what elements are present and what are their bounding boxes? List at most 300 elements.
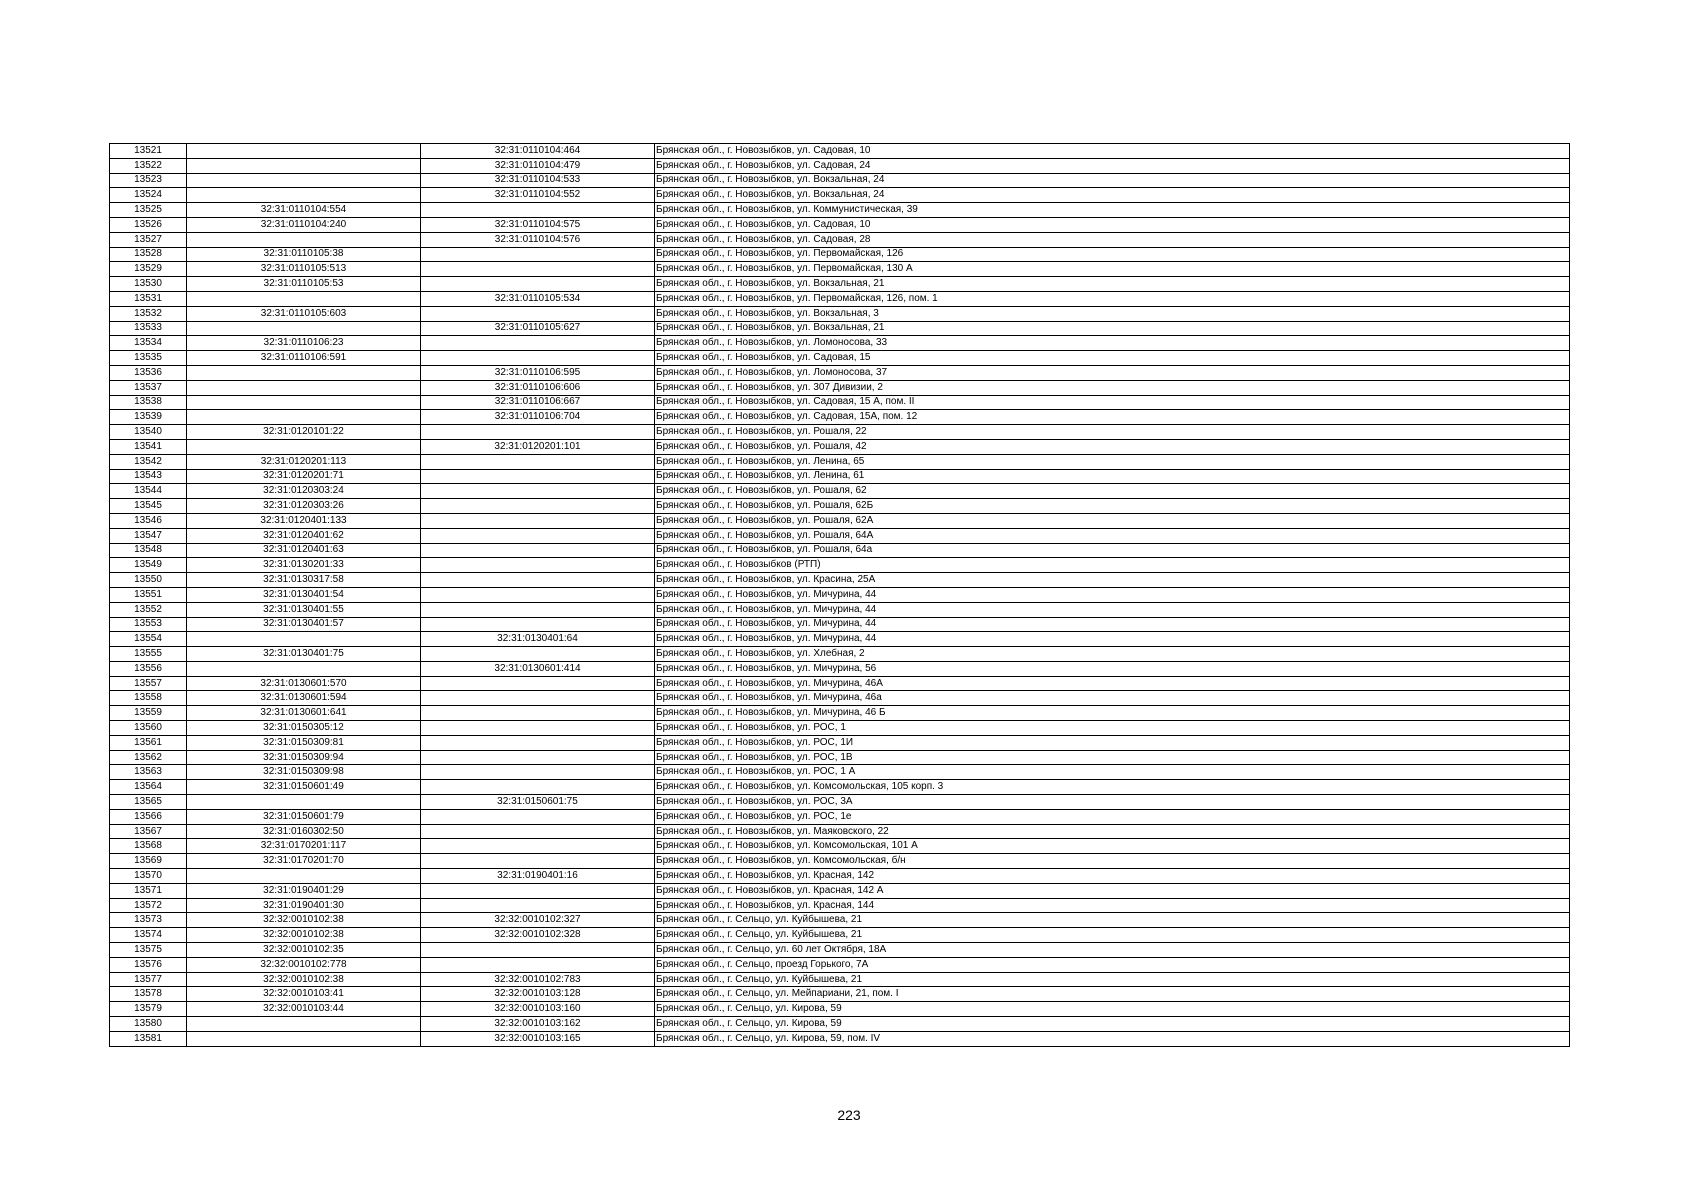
cell-cadastral-number-land: 32:31:0130601:641 bbox=[187, 706, 421, 721]
table-row bbox=[110, 1031, 1570, 1046]
cell-record-number: 13529 bbox=[110, 262, 187, 277]
cell-address: Брянская обл., г. Новозыбков, ул. РОС, 1И bbox=[655, 735, 1570, 750]
cell-record-number: 13541 bbox=[110, 439, 187, 454]
table-row bbox=[110, 144, 1570, 159]
cell-address: Брянская обл., г. Новозыбков, ул. РОС, 1В bbox=[655, 750, 1570, 765]
cell-cadastral-number-object: 32:32:0010103:160 bbox=[421, 1002, 655, 1017]
cell-address: Брянская обл., г. Новозыбков, ул. Садовая, 10 bbox=[655, 144, 1570, 159]
cell-cadastral-number-object bbox=[421, 543, 655, 558]
cell-cadastral-number-land bbox=[187, 795, 421, 810]
cell-cadastral-number-land: 32:32:0010102:778 bbox=[187, 957, 421, 972]
cell-cadastral-number-object: 32:31:0110104:552 bbox=[421, 188, 655, 203]
table-row bbox=[110, 558, 1570, 573]
cell-cadastral-number-object bbox=[421, 454, 655, 469]
table-row bbox=[110, 484, 1570, 499]
cell-record-number: 13555 bbox=[110, 647, 187, 662]
cell-record-number: 13552 bbox=[110, 602, 187, 617]
cell-cadastral-number-object bbox=[421, 809, 655, 824]
cell-address: Брянская обл., г. Новозыбков, ул. Рошаля, 62А bbox=[655, 513, 1570, 528]
cell-cadastral-number-land: 32:31:0120401:62 bbox=[187, 528, 421, 543]
cell-record-number: 13581 bbox=[110, 1031, 187, 1046]
cell-address: Брянская обл., г. Новозыбков, ул. Комсомольская, 101 А bbox=[655, 839, 1570, 854]
cell-cadastral-number-object bbox=[421, 573, 655, 588]
cell-cadastral-number-land: 32:31:0120303:24 bbox=[187, 484, 421, 499]
cell-address: Брянская обл., г. Новозыбков, ул. Садовая, 15А, пом. 12 bbox=[655, 410, 1570, 425]
cell-record-number: 13530 bbox=[110, 277, 187, 292]
table-row bbox=[110, 750, 1570, 765]
cell-cadastral-number-land: 32:31:0110105:513 bbox=[187, 262, 421, 277]
table-row bbox=[110, 676, 1570, 691]
cell-address: Брянская обл., г. Новозыбков, ул. Первомайская, 130 А bbox=[655, 262, 1570, 277]
table-row bbox=[110, 513, 1570, 528]
page-number: 223 bbox=[837, 1107, 861, 1123]
cell-cadastral-number-land: 32:31:0120401:63 bbox=[187, 543, 421, 558]
cell-cadastral-number-object bbox=[421, 262, 655, 277]
table-row bbox=[110, 1017, 1570, 1032]
cell-cadastral-number-land: 32:31:0150601:49 bbox=[187, 780, 421, 795]
cell-record-number: 13554 bbox=[110, 632, 187, 647]
cell-record-number: 13532 bbox=[110, 306, 187, 321]
cell-address: Брянская обл., г. Новозыбков, ул. Мичурина, 46А bbox=[655, 676, 1570, 691]
table-row bbox=[110, 395, 1570, 410]
cell-cadastral-number-object bbox=[421, 203, 655, 218]
cell-record-number: 13575 bbox=[110, 943, 187, 958]
cell-address: Брянская обл., г. Новозыбков, ул. Садовая, 15 bbox=[655, 351, 1570, 366]
cell-cadastral-number-object: 32:31:0130601:414 bbox=[421, 661, 655, 676]
cell-cadastral-number-object: 32:31:0110106:606 bbox=[421, 380, 655, 395]
table-row bbox=[110, 928, 1570, 943]
table-row bbox=[110, 854, 1570, 869]
table-row bbox=[110, 425, 1570, 440]
cell-address: Брянская обл., г. Новозыбков, ул. Ленина, 61 bbox=[655, 469, 1570, 484]
cell-cadastral-number-object: 32:31:0110104:575 bbox=[421, 217, 655, 232]
cell-record-number: 13573 bbox=[110, 913, 187, 928]
cell-cadastral-number-land: 32:31:0120401:133 bbox=[187, 513, 421, 528]
cell-address: Брянская обл., г. Новозыбков, ул. Красная, 142 А bbox=[655, 883, 1570, 898]
table-row bbox=[110, 780, 1570, 795]
cell-cadastral-number-object: 32:31:0130401:64 bbox=[421, 632, 655, 647]
cell-record-number: 13523 bbox=[110, 173, 187, 188]
cell-cadastral-number-land: 32:32:0010103:41 bbox=[187, 987, 421, 1002]
cell-cadastral-number-land: 32:31:0130401:75 bbox=[187, 647, 421, 662]
cell-record-number: 13538 bbox=[110, 395, 187, 410]
cell-record-number: 13535 bbox=[110, 351, 187, 366]
cell-record-number: 13537 bbox=[110, 380, 187, 395]
cell-cadastral-number-land: 32:31:0130601:570 bbox=[187, 676, 421, 691]
cell-address: Брянская обл., г. Сельцо, ул. Куйбышева, 21 bbox=[655, 928, 1570, 943]
cell-record-number: 13561 bbox=[110, 735, 187, 750]
cell-cadastral-number-object: 32:31:0110105:534 bbox=[421, 291, 655, 306]
cell-cadastral-number-object: 32:32:0010102:327 bbox=[421, 913, 655, 928]
cell-cadastral-number-object: 32:31:0110104:533 bbox=[421, 173, 655, 188]
cell-record-number: 13571 bbox=[110, 883, 187, 898]
cell-cadastral-number-land: 32:31:0130401:57 bbox=[187, 617, 421, 632]
cell-cadastral-number-land bbox=[187, 439, 421, 454]
cell-address: Брянская обл., г. Новозыбков, ул. Садовая, 10 bbox=[655, 217, 1570, 232]
cell-record-number: 13564 bbox=[110, 780, 187, 795]
cell-address: Брянская обл., г. Новозыбков (РТП) bbox=[655, 558, 1570, 573]
cell-record-number: 13569 bbox=[110, 854, 187, 869]
table-row bbox=[110, 365, 1570, 380]
cell-record-number: 13528 bbox=[110, 247, 187, 262]
cell-address: Брянская обл., г. Сельцо, ул. Куйбышева, 21 bbox=[655, 913, 1570, 928]
cell-address: Брянская обл., г. Новозыбков, ул. Ленина, 65 bbox=[655, 454, 1570, 469]
cell-cadastral-number-land bbox=[187, 395, 421, 410]
cell-cadastral-number-object bbox=[421, 854, 655, 869]
cell-cadastral-number-object bbox=[421, 943, 655, 958]
table-row bbox=[110, 188, 1570, 203]
cell-record-number: 13543 bbox=[110, 469, 187, 484]
cell-record-number: 13547 bbox=[110, 528, 187, 543]
cell-cadastral-number-object bbox=[421, 469, 655, 484]
cell-record-number: 13570 bbox=[110, 869, 187, 884]
cell-address: Брянская обл., г. Новозыбков, ул. Красина, 25А bbox=[655, 573, 1570, 588]
cell-cadastral-number-object bbox=[421, 957, 655, 972]
cell-cadastral-number-object: 32:31:0110104:479 bbox=[421, 158, 655, 173]
cell-address: Брянская обл., г. Новозыбков, ул. Красная, 142 bbox=[655, 869, 1570, 884]
cell-cadastral-number-object: 32:31:0110104:464 bbox=[421, 144, 655, 159]
cell-cadastral-number-object bbox=[421, 839, 655, 854]
cell-cadastral-number-land bbox=[187, 188, 421, 203]
cell-address: Брянская обл., г. Новозыбков, ул. Ломоносова, 37 bbox=[655, 365, 1570, 380]
cell-cadastral-number-object bbox=[421, 602, 655, 617]
cell-cadastral-number-object: 32:31:0110106:667 bbox=[421, 395, 655, 410]
cell-cadastral-number-object bbox=[421, 676, 655, 691]
cell-record-number: 13568 bbox=[110, 839, 187, 854]
cell-record-number: 13562 bbox=[110, 750, 187, 765]
cell-cadastral-number-object: 32:31:0110106:704 bbox=[421, 410, 655, 425]
table-row bbox=[110, 706, 1570, 721]
table-row bbox=[110, 824, 1570, 839]
table-row bbox=[110, 306, 1570, 321]
table-row bbox=[110, 691, 1570, 706]
cell-cadastral-number-land: 32:31:0150305:12 bbox=[187, 721, 421, 736]
cell-record-number: 13551 bbox=[110, 587, 187, 602]
cell-record-number: 13549 bbox=[110, 558, 187, 573]
cell-cadastral-number-object: 32:32:0010103:128 bbox=[421, 987, 655, 1002]
cell-address: Брянская обл., г. Новозыбков, ул. Рошаля, 64А bbox=[655, 528, 1570, 543]
cell-cadastral-number-land: 32:32:0010102:38 bbox=[187, 972, 421, 987]
cell-cadastral-number-land bbox=[187, 144, 421, 159]
cell-cadastral-number-object bbox=[421, 721, 655, 736]
cell-cadastral-number-land: 32:31:0170201:117 bbox=[187, 839, 421, 854]
table-row bbox=[110, 809, 1570, 824]
cell-cadastral-number-land: 32:32:0010103:44 bbox=[187, 1002, 421, 1017]
cell-address: Брянская обл., г. Сельцо, ул. Кирова, 59 bbox=[655, 1017, 1570, 1032]
cell-record-number: 13548 bbox=[110, 543, 187, 558]
cell-record-number: 13544 bbox=[110, 484, 187, 499]
cell-record-number: 13576 bbox=[110, 957, 187, 972]
cell-cadastral-number-object bbox=[421, 425, 655, 440]
cell-cadastral-number-land bbox=[187, 321, 421, 336]
cell-address: Брянская обл., г. Сельцо, ул. 60 лет Октября, 18А bbox=[655, 943, 1570, 958]
cell-address: Брянская обл., г. Новозыбков, ул. Рошаля, 62Б bbox=[655, 499, 1570, 514]
cell-cadastral-number-object: 32:31:0110105:627 bbox=[421, 321, 655, 336]
table-row bbox=[110, 647, 1570, 662]
cell-record-number: 13577 bbox=[110, 972, 187, 987]
cell-record-number: 13524 bbox=[110, 188, 187, 203]
cell-cadastral-number-object bbox=[421, 735, 655, 750]
cell-cadastral-number-object: 32:32:0010102:328 bbox=[421, 928, 655, 943]
cell-cadastral-number-land bbox=[187, 869, 421, 884]
table-row bbox=[110, 602, 1570, 617]
cell-record-number: 13565 bbox=[110, 795, 187, 810]
cell-record-number: 13526 bbox=[110, 217, 187, 232]
cell-cadastral-number-land: 32:31:0160302:50 bbox=[187, 824, 421, 839]
table-row bbox=[110, 247, 1570, 262]
cell-cadastral-number-land bbox=[187, 1031, 421, 1046]
cell-record-number: 13546 bbox=[110, 513, 187, 528]
cell-address: Брянская обл., г. Новозыбков, ул. Вокзальная, 24 bbox=[655, 173, 1570, 188]
cell-record-number: 13553 bbox=[110, 617, 187, 632]
cell-cadastral-number-object: 32:32:0010102:783 bbox=[421, 972, 655, 987]
cell-cadastral-number-object bbox=[421, 824, 655, 839]
cell-record-number: 13563 bbox=[110, 765, 187, 780]
cell-cadastral-number-object bbox=[421, 587, 655, 602]
cell-address: Брянская обл., г. Новозыбков, ул. Ломоносова, 33 bbox=[655, 336, 1570, 351]
cell-address: Брянская обл., г. Новозыбков, ул. Мичурина, 44 bbox=[655, 632, 1570, 647]
cell-cadastral-number-land: 32:32:0010102:38 bbox=[187, 928, 421, 943]
cell-record-number: 13556 bbox=[110, 661, 187, 676]
cell-cadastral-number-land bbox=[187, 291, 421, 306]
table-row bbox=[110, 439, 1570, 454]
cell-record-number: 13574 bbox=[110, 928, 187, 943]
cell-record-number: 13522 bbox=[110, 158, 187, 173]
table-row bbox=[110, 1002, 1570, 1017]
cell-cadastral-number-land: 32:31:0110105:53 bbox=[187, 277, 421, 292]
cell-record-number: 13540 bbox=[110, 425, 187, 440]
table-row bbox=[110, 410, 1570, 425]
table-row bbox=[110, 795, 1570, 810]
cell-cadastral-number-land bbox=[187, 380, 421, 395]
cell-cadastral-number-land: 32:31:0190401:30 bbox=[187, 898, 421, 913]
cell-address: Брянская обл., г. Новозыбков, ул. Садовая, 28 bbox=[655, 232, 1570, 247]
cell-record-number: 13545 bbox=[110, 499, 187, 514]
table-row bbox=[110, 721, 1570, 736]
table-row bbox=[110, 321, 1570, 336]
cell-address: Брянская обл., г. Новозыбков, ул. Вокзальная, 21 bbox=[655, 277, 1570, 292]
cell-address: Брянская обл., г. Новозыбков, ул. РОС, 1 bbox=[655, 721, 1570, 736]
cell-address: Брянская обл., г. Новозыбков, ул. Комсомольская, 105 корп. 3 bbox=[655, 780, 1570, 795]
cell-address: Брянская обл., г. Новозыбков, ул. Мичурина, 46а bbox=[655, 691, 1570, 706]
cell-cadastral-number-land bbox=[187, 632, 421, 647]
cell-cadastral-number-object bbox=[421, 780, 655, 795]
cell-address: Брянская обл., г. Новозыбков, ул. Комсомольская, б/н bbox=[655, 854, 1570, 869]
cell-cadastral-number-land bbox=[187, 661, 421, 676]
cell-cadastral-number-object bbox=[421, 765, 655, 780]
cell-address: Брянская обл., г. Новозыбков, ул. Красная, 144 bbox=[655, 898, 1570, 913]
table-row bbox=[110, 987, 1570, 1002]
table-row bbox=[110, 380, 1570, 395]
cell-cadastral-number-object bbox=[421, 484, 655, 499]
cell-cadastral-number-land: 32:32:0010102:38 bbox=[187, 913, 421, 928]
cell-cadastral-number-land: 32:31:0130401:54 bbox=[187, 587, 421, 602]
cell-address: Брянская обл., г. Новозыбков, ул. Мичурина, 44 bbox=[655, 617, 1570, 632]
table-row bbox=[110, 158, 1570, 173]
cell-cadastral-number-object bbox=[421, 706, 655, 721]
cell-cadastral-number-object bbox=[421, 247, 655, 262]
cell-cadastral-number-object bbox=[421, 528, 655, 543]
cell-address: Брянская обл., г. Сельцо, ул. Кирова, 59, пом. IV bbox=[655, 1031, 1570, 1046]
cell-cadastral-number-land: 32:31:0190401:29 bbox=[187, 883, 421, 898]
cell-record-number: 13580 bbox=[110, 1017, 187, 1032]
table-row bbox=[110, 262, 1570, 277]
cell-record-number: 13533 bbox=[110, 321, 187, 336]
table-row bbox=[110, 291, 1570, 306]
cell-address: Брянская обл., г. Новозыбков, ул. 307 Дивизии, 2 bbox=[655, 380, 1570, 395]
cell-address: Брянская обл., г. Новозыбков, ул. Рошаля, 42 bbox=[655, 439, 1570, 454]
cell-cadastral-number-land bbox=[187, 232, 421, 247]
cell-cadastral-number-object bbox=[421, 691, 655, 706]
cell-address: Брянская обл., г. Новозыбков, ул. Вокзальная, 21 bbox=[655, 321, 1570, 336]
cell-address: Брянская обл., г. Новозыбков, ул. Рошаля, 64а bbox=[655, 543, 1570, 558]
cell-cadastral-number-object bbox=[421, 898, 655, 913]
table-row bbox=[110, 883, 1570, 898]
cell-address: Брянская обл., г. Новозыбков, ул. Вокзальная, 3 bbox=[655, 306, 1570, 321]
table-row bbox=[110, 587, 1570, 602]
table-row bbox=[110, 528, 1570, 543]
cell-cadastral-number-object bbox=[421, 499, 655, 514]
cell-record-number: 13525 bbox=[110, 203, 187, 218]
cell-cadastral-number-land: 32:31:0120101:22 bbox=[187, 425, 421, 440]
cell-record-number: 13542 bbox=[110, 454, 187, 469]
cell-address: Брянская обл., г. Новозыбков, ул. Первомайская, 126 bbox=[655, 247, 1570, 262]
table-row bbox=[110, 957, 1570, 972]
table-row bbox=[110, 454, 1570, 469]
table-row bbox=[110, 898, 1570, 913]
cell-cadastral-number-land: 32:32:0010102:35 bbox=[187, 943, 421, 958]
cell-cadastral-number-object: 32:31:0150601:75 bbox=[421, 795, 655, 810]
cell-cadastral-number-object bbox=[421, 647, 655, 662]
cell-record-number: 13558 bbox=[110, 691, 187, 706]
cell-record-number: 13521 bbox=[110, 144, 187, 159]
cell-address: Брянская обл., г. Новозыбков, ул. Рошаля, 22 bbox=[655, 425, 1570, 440]
cell-cadastral-number-land: 32:31:0110106:23 bbox=[187, 336, 421, 351]
table-row bbox=[110, 765, 1570, 780]
cell-cadastral-number-land: 32:31:0130317:58 bbox=[187, 573, 421, 588]
cell-record-number: 13566 bbox=[110, 809, 187, 824]
table-row bbox=[110, 573, 1570, 588]
cell-cadastral-number-object: 32:31:0190401:16 bbox=[421, 869, 655, 884]
cell-cadastral-number-land: 32:31:0120201:113 bbox=[187, 454, 421, 469]
cell-address: Брянская обл., г. Новозыбков, ул. Мичурина, 46 Б bbox=[655, 706, 1570, 721]
cell-cadastral-number-object bbox=[421, 277, 655, 292]
table-row bbox=[110, 217, 1570, 232]
table-row bbox=[110, 735, 1570, 750]
cell-address: Брянская обл., г. Новозыбков, ул. Мичурина, 56 bbox=[655, 661, 1570, 676]
cell-cadastral-number-land bbox=[187, 365, 421, 380]
cell-cadastral-number-land: 32:31:0150309:94 bbox=[187, 750, 421, 765]
cell-cadastral-number-land bbox=[187, 158, 421, 173]
cell-cadastral-number-land: 32:31:0110104:240 bbox=[187, 217, 421, 232]
cell-cadastral-number-land bbox=[187, 1017, 421, 1032]
table-row bbox=[110, 543, 1570, 558]
table-row bbox=[110, 336, 1570, 351]
cell-cadastral-number-land bbox=[187, 173, 421, 188]
table-row bbox=[110, 943, 1570, 958]
table-row bbox=[110, 203, 1570, 218]
cell-record-number: 13539 bbox=[110, 410, 187, 425]
cell-cadastral-number-land: 32:31:0130201:33 bbox=[187, 558, 421, 573]
table-row bbox=[110, 277, 1570, 292]
cell-address: Брянская обл., г. Новозыбков, ул. РОС, 3А bbox=[655, 795, 1570, 810]
table-row bbox=[110, 469, 1570, 484]
cell-address: Брянская обл., г. Новозыбков, ул. Мичурина, 44 bbox=[655, 587, 1570, 602]
table-row bbox=[110, 632, 1570, 647]
cell-cadastral-number-object: 32:32:0010103:165 bbox=[421, 1031, 655, 1046]
cell-cadastral-number-land: 32:31:0120303:26 bbox=[187, 499, 421, 514]
cell-address: Брянская обл., г. Новозыбков, ул. РОС, 1 А bbox=[655, 765, 1570, 780]
cell-record-number: 13557 bbox=[110, 676, 187, 691]
table-row bbox=[110, 351, 1570, 366]
cell-address: Брянская обл., г. Сельцо, ул. Куйбышева, 21 bbox=[655, 972, 1570, 987]
cell-cadastral-number-object bbox=[421, 883, 655, 898]
cell-cadastral-number-object: 32:31:0110106:595 bbox=[421, 365, 655, 380]
cell-cadastral-number-object bbox=[421, 617, 655, 632]
cell-cadastral-number-land: 32:31:0130601:594 bbox=[187, 691, 421, 706]
cell-address: Брянская обл., г. Новозыбков, ул. Коммунистическая, 39 bbox=[655, 203, 1570, 218]
cell-record-number: 13527 bbox=[110, 232, 187, 247]
cell-cadastral-number-land: 32:31:0150309:81 bbox=[187, 735, 421, 750]
cell-cadastral-number-object bbox=[421, 336, 655, 351]
cell-record-number: 13578 bbox=[110, 987, 187, 1002]
cell-address: Брянская обл., г. Новозыбков, ул. Вокзальная, 24 bbox=[655, 188, 1570, 203]
cell-record-number: 13560 bbox=[110, 721, 187, 736]
registry-table-body bbox=[110, 144, 1570, 1047]
cell-address: Брянская обл., г. Новозыбков, ул. Мичурина, 44 bbox=[655, 602, 1570, 617]
cell-address: Брянская обл., г. Новозыбков, ул. Первомайская, 126, пом. 1 bbox=[655, 291, 1570, 306]
cell-cadastral-number-land: 32:31:0110105:38 bbox=[187, 247, 421, 262]
cell-cadastral-number-object bbox=[421, 513, 655, 528]
cell-cadastral-number-land: 32:31:0110105:603 bbox=[187, 306, 421, 321]
cell-cadastral-number-object: 32:32:0010103:162 bbox=[421, 1017, 655, 1032]
cell-record-number: 13534 bbox=[110, 336, 187, 351]
cell-record-number: 13531 bbox=[110, 291, 187, 306]
cell-cadastral-number-land: 32:31:0150601:79 bbox=[187, 809, 421, 824]
cell-address: Брянская обл., г. Новозыбков, ул. РОС, 1е bbox=[655, 809, 1570, 824]
cell-address: Брянская обл., г. Сельцо, проезд Горького, 7А bbox=[655, 957, 1570, 972]
registry-table bbox=[109, 143, 1570, 1047]
cell-cadastral-number-object bbox=[421, 558, 655, 573]
table-row bbox=[110, 869, 1570, 884]
cell-cadastral-number-object bbox=[421, 306, 655, 321]
cell-cadastral-number-land: 32:31:0150309:98 bbox=[187, 765, 421, 780]
cell-address: Брянская обл., г. Новозыбков, ул. Садовая, 15 А, пом. II bbox=[655, 395, 1570, 410]
cell-record-number: 13536 bbox=[110, 365, 187, 380]
cell-record-number: 13550 bbox=[110, 573, 187, 588]
cell-cadastral-number-object bbox=[421, 750, 655, 765]
table-row bbox=[110, 661, 1570, 676]
table-row bbox=[110, 972, 1570, 987]
cell-cadastral-number-land: 32:31:0110104:554 bbox=[187, 203, 421, 218]
cell-address: Брянская обл., г. Новозыбков, ул. Рошаля, 62 bbox=[655, 484, 1570, 499]
table-row bbox=[110, 232, 1570, 247]
cell-address: Брянская обл., г. Новозыбков, ул. Хлебная, 2 bbox=[655, 647, 1570, 662]
cell-record-number: 13579 bbox=[110, 1002, 187, 1017]
cell-cadastral-number-land: 32:31:0170201:70 bbox=[187, 854, 421, 869]
cell-cadastral-number-land: 32:31:0130401:55 bbox=[187, 602, 421, 617]
cell-record-number: 13572 bbox=[110, 898, 187, 913]
cell-address: Брянская обл., г. Новозыбков, ул. Маяковского, 22 bbox=[655, 824, 1570, 839]
cell-cadastral-number-land: 32:31:0120201:71 bbox=[187, 469, 421, 484]
table-row bbox=[110, 173, 1570, 188]
cell-record-number: 13567 bbox=[110, 824, 187, 839]
cell-address: Брянская обл., г. Сельцо, ул. Мейпариани, 21, пом. I bbox=[655, 987, 1570, 1002]
cell-address: Брянская обл., г. Сельцо, ул. Кирова, 59 bbox=[655, 1002, 1570, 1017]
cell-cadastral-number-object bbox=[421, 351, 655, 366]
table-row bbox=[110, 499, 1570, 514]
table-row bbox=[110, 617, 1570, 632]
